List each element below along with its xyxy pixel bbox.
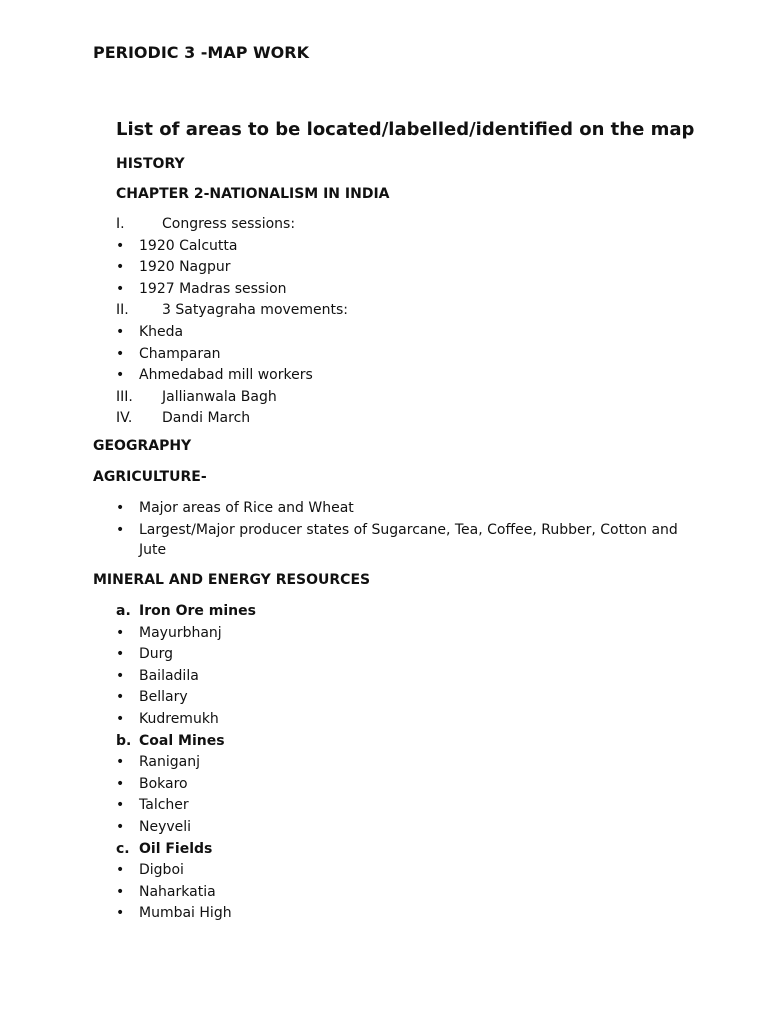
history-chapter-heading: CHAPTER 2-NATIONALISM IN INDIA [116, 186, 390, 202]
roman-list-item [116, 388, 348, 410]
list-item-text: Coal Mines [139, 732, 225, 749]
geography-heading: GEOGRAPHY [93, 438, 192, 454]
history-heading: HISTORY [116, 156, 185, 172]
bullet-marker: • [116, 323, 125, 340]
agriculture-list [116, 499, 678, 561]
list-marker: III. [116, 388, 133, 405]
bullet-marker: • [116, 818, 125, 835]
list-item-text: Kheda [139, 323, 184, 340]
list-item-text: Bokaro [139, 775, 188, 792]
list-item-text: 3 Satyagraha movements: [162, 302, 349, 319]
list-item [116, 258, 348, 280]
bullet-marker: • [116, 775, 125, 792]
bullet-marker: • [116, 689, 125, 706]
document-title: PERIODIC 3 -MAP WORK [93, 43, 309, 62]
history-list [116, 215, 348, 430]
bullet-marker: • [116, 646, 125, 663]
list-item-text: Raniganj [139, 754, 200, 771]
list-item-text: Champaran [139, 345, 221, 362]
bullet-marker: • [116, 237, 125, 254]
list-item-text: Oil Fields [139, 840, 213, 857]
list-marker: b. [116, 732, 132, 749]
list-item [116, 861, 256, 883]
list-item-text: Iron Ore mines [139, 603, 256, 619]
list-marker: IV. [116, 410, 133, 427]
list-marker: II. [116, 302, 129, 319]
list-item-text: 1927 Madras session [139, 280, 287, 297]
list-item-text: Durg [139, 646, 174, 663]
list-marker: a. [116, 603, 131, 619]
list-item-text: 1920 Nagpur [139, 259, 231, 276]
list-item-text: Dandi March [162, 410, 251, 427]
list-item [116, 280, 348, 302]
list-item [116, 904, 256, 926]
roman-list-item [116, 409, 348, 430]
list-item [116, 688, 256, 710]
bullet-marker: • [116, 367, 125, 384]
document-subtitle: List of areas to be located/labelled/identified on the map [116, 119, 695, 140]
list-item-text: Mayurbhanj [139, 624, 222, 641]
list-item-text: Major areas of Rice and Wheat [139, 500, 354, 516]
letter-list-item [116, 602, 256, 624]
list-item [116, 366, 348, 388]
list-item-text: Ahmedabad mill workers [139, 367, 313, 384]
agriculture-heading: AGRICULTURE- [93, 469, 207, 485]
list-item-text: Mumbai High [139, 905, 232, 922]
list-item [116, 323, 348, 345]
list-item-text: Digboi [139, 862, 184, 879]
letter-list-item [116, 732, 256, 754]
bullet-marker: • [116, 522, 125, 538]
minerals-list [116, 602, 256, 926]
roman-list-item [116, 301, 348, 323]
bullet-marker: • [116, 667, 125, 684]
minerals-heading: MINERAL AND ENERGY RESOURCES [93, 572, 371, 588]
list-marker: I. [116, 216, 125, 232]
bullet-marker: • [116, 797, 125, 814]
list-item [116, 237, 348, 259]
bullet-marker: • [116, 259, 125, 276]
roman-list-item [116, 215, 348, 237]
bullet-marker: • [116, 862, 125, 879]
list-item-text: 1920 Calcutta [139, 237, 238, 254]
bullet-marker: • [116, 345, 125, 362]
list-marker: c. [116, 840, 130, 857]
bullet-marker: • [116, 280, 125, 297]
list-item [116, 499, 678, 521]
list-item-text: Kudremukh [139, 710, 219, 727]
list-item [116, 818, 256, 840]
list-item-text: Largest/Major producer states of Sugarcane, Tea, Coffee, Rubber, Cotton and [139, 522, 678, 538]
list-item-text: Bailadila [139, 667, 199, 684]
bullet-marker: • [116, 500, 125, 516]
list-item [116, 796, 256, 818]
list-item-text: Jallianwala Bagh [162, 388, 277, 405]
list-item [116, 667, 256, 689]
list-item [116, 883, 256, 905]
list-item-text: Bellary [139, 689, 188, 706]
list-item [116, 775, 256, 797]
list-item [116, 345, 348, 367]
list-item [116, 753, 256, 775]
list-item-text: Naharkatia [139, 883, 216, 900]
bullet-marker: • [116, 883, 125, 900]
list-item-text: Jute [139, 542, 167, 558]
list-item [116, 521, 678, 541]
list-item-continuation [116, 541, 678, 561]
list-item [116, 624, 256, 646]
bullet-marker: • [116, 624, 125, 641]
letter-list-item [116, 840, 256, 862]
list-item [116, 710, 256, 732]
bullet-marker: • [116, 710, 125, 727]
bullet-marker: • [116, 905, 125, 922]
list-item-text: Talcher [139, 797, 189, 814]
bullet-marker: • [116, 754, 125, 771]
list-item [116, 645, 256, 667]
list-item-text: Congress sessions: [162, 216, 296, 232]
list-item-text: Neyveli [139, 818, 192, 835]
